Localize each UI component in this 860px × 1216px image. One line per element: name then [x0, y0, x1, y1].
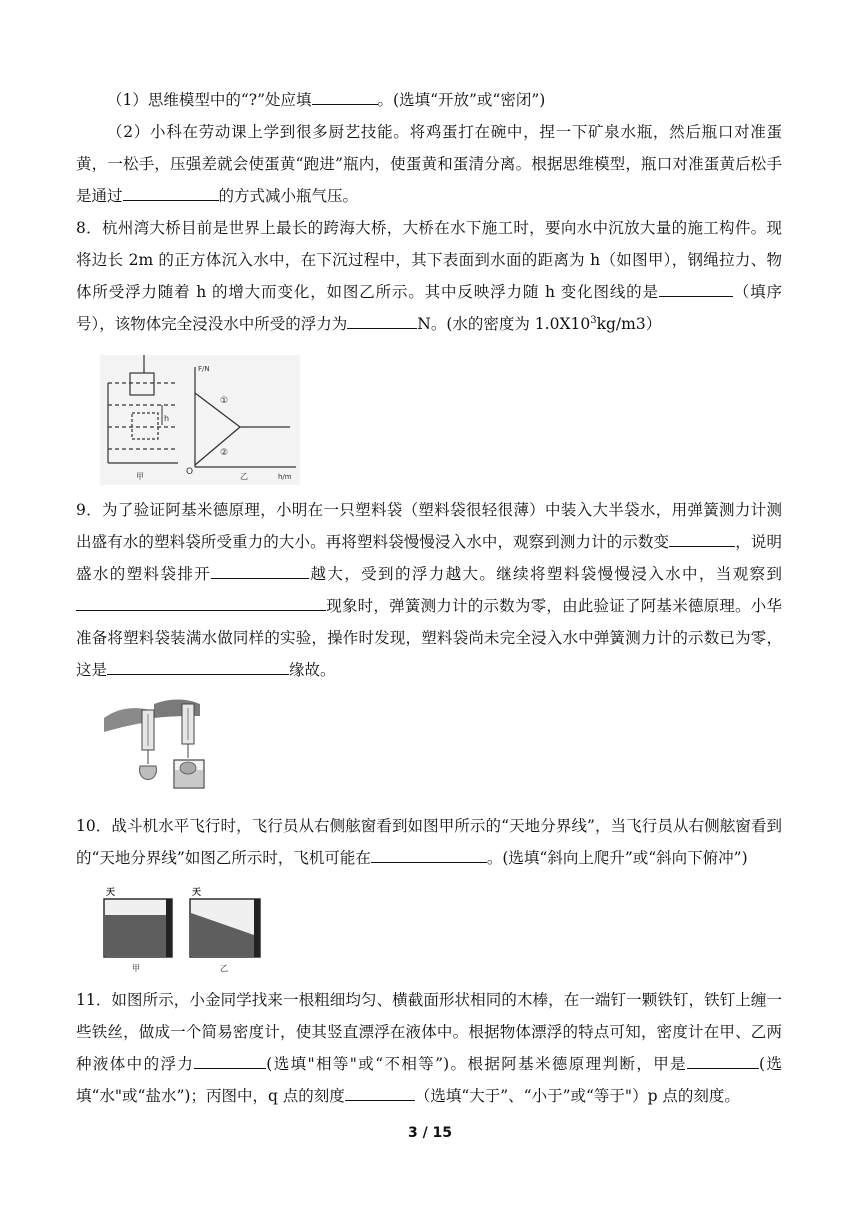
answer-blank[interactable]: [312, 87, 378, 105]
q8-figure-svg: [100, 355, 300, 485]
q9-text: 9．为了验证阿基米德原理，小明在一只塑料袋（塑料袋很轻很薄）中装入大半袋水，用弹簧测力计测出盛有水的塑料袋所受重力的大小。再将塑料袋慢慢浸入水中，观察到测力计的示数变: [76, 501, 782, 551]
q10-text: 10．战斗机水平飞行时，飞行员从右侧舷窗看到如图甲所示的“天地分界线”，当飞行员从右侧舷窗看到的“天地分界线”如图乙所示时，飞机可能在: [76, 817, 782, 867]
q7-part1-text: （1）思维模型中的“?”处应填: [107, 91, 312, 109]
line2-label: ②: [220, 448, 229, 458]
line1-label: ①: [220, 396, 229, 406]
figure-label-yi: 乙: [220, 964, 228, 973]
answer-blank[interactable]: [194, 1051, 266, 1069]
figure-label-yi: 乙: [240, 472, 248, 481]
q7-part2: [76, 116, 782, 212]
question-9: [76, 494, 782, 686]
q9-text-2: ，说明盛水的塑料袋排开: [76, 533, 782, 583]
q10-figure-svg: [100, 883, 278, 975]
figure-label-jia: 甲: [132, 964, 140, 973]
q9-text-5: 缘故。: [289, 661, 336, 679]
q9-text-3: 越大，受到的浮力越大。继续将塑料袋慢慢浸入水中，当观察到: [309, 565, 782, 583]
q10-figure: [100, 883, 278, 979]
q11-text-3: (选填“水"或“盐水”)；丙图中，q 点的刻度: [76, 1055, 782, 1105]
q8-text-4: kg/m3）: [596, 315, 662, 333]
q10-text-2: 。(选填“斜向上爬升”或“斜向下俯冲”): [486, 849, 748, 867]
answer-blank[interactable]: [347, 311, 417, 329]
question-10: [76, 810, 782, 874]
q8-figure: [100, 355, 300, 489]
q11-text-2: (选填"相等"或“不相等”)。根据阿基米德原理判断，甲是: [266, 1055, 688, 1073]
figure-label-jia: 甲: [136, 472, 144, 481]
answer-blank[interactable]: [76, 593, 326, 611]
question-11: [76, 984, 782, 1112]
f-axis-label: F/N: [198, 365, 210, 373]
question-8: [76, 212, 782, 340]
answer-blank[interactable]: [669, 529, 735, 547]
answer-blank[interactable]: [687, 1051, 759, 1069]
q7-part2-tail: 的方式减小瓶气压。: [218, 187, 359, 205]
answer-blank[interactable]: [659, 279, 733, 297]
sky-label-1: 天: [106, 888, 116, 898]
q9-figure-svg: [104, 694, 230, 792]
q8-text-2: （填序号），该物体完全浸没水中所受的浮力为: [76, 283, 782, 333]
h-axis-label: h/m: [278, 473, 292, 481]
q11-text: 11．如图所示，小金同学找来一根粗细均匀、横截面形状相同的木棒，在一端钉一颗铁钉，铁钉上缠一些铁丝，做成一个简易密度计，使其竖直漂浮在液体中。根据物体漂浮的特点可知，密度计在甲、乙两种液体中的浮力: [76, 991, 782, 1073]
h-label: h: [164, 414, 170, 423]
page-number: 3 / 15: [407, 1125, 453, 1141]
q7-part1: [76, 84, 782, 116]
q8-text-3: N。(水的密度为 1.0X10: [417, 315, 591, 333]
sky-label-2: 天: [192, 888, 202, 898]
answer-blank[interactable]: [123, 183, 219, 201]
answer-blank[interactable]: [371, 845, 487, 863]
q9-text-4: 现象时，弹簧测力计的示数为零，由此验证了阿基米德原理。小华准备将塑料袋装满水做同样的实验，操作时发现，塑料袋尚未完全浸入水中弹簧测力计的示数已为零，这是: [76, 597, 782, 679]
q7-part2-text: （2）小科在劳动课上学到很多厨艺技能。将鸡蛋打在碗中，捏一下矿泉水瓶，然后瓶口对准蛋黄，一松手，压强差就会使蛋黄“跑进”瓶内，使蛋黄和蛋清分离。根据思维模型，瓶口对准蛋黄后松手是通过: [76, 123, 782, 205]
answer-blank[interactable]: [211, 561, 309, 579]
q9-figure: [104, 694, 230, 796]
answer-blank[interactable]: [345, 1083, 415, 1101]
q7-part1-hint: 。(选填“开放”或“密闭”): [377, 91, 546, 109]
origin-label: O: [186, 467, 194, 477]
answer-blank[interactable]: [107, 657, 289, 675]
q11-text-4: （选填“大于”、“小于”或“等于"）p 点的刻度。: [414, 1087, 740, 1105]
q8-text: 8．杭州湾大桥目前是世界上最长的跨海大桥，大桥在水下施工时，要向水中沉放大量的施工构件。现将边长 2m 的正方体沉入水中，在下沉过程中，其下表面到水面的距离为 h（如图甲），钢绳拉力、物体所受浮力随着 h 的增大而变化，如图乙所示。其中反映浮力随 h 变化图线的是: [76, 219, 782, 301]
superscript: 3: [590, 314, 597, 326]
